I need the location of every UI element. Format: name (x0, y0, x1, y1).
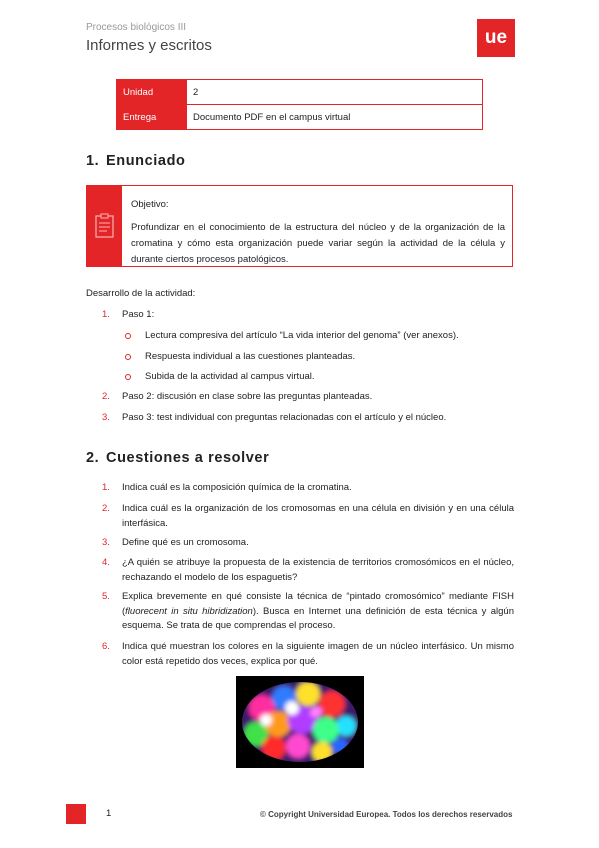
question-item (102, 556, 514, 585)
section-heading-enunciado (86, 153, 186, 169)
question-text: Indica qué muestran los colores en la siguiente imagen de un núcleo interfásico. Un mismo color está repetido dos veces, explica por qué. (122, 641, 514, 667)
footer-square (66, 804, 86, 824)
question-number: 2. (102, 503, 110, 514)
info-value-unidad: 2 (187, 80, 483, 105)
question-text: Define qué es un cromosoma. (122, 537, 249, 548)
section-number: 1. (86, 153, 100, 169)
table-row (117, 105, 483, 130)
list-item (102, 412, 446, 423)
question-item (102, 502, 514, 531)
q5-em: fluorecent in situ hibridization (125, 605, 253, 617)
question-number: 3. (102, 537, 110, 548)
activity-intro: Desarrollo de la actividad: (86, 288, 196, 299)
list-number: 2. (102, 391, 110, 402)
question-number: 5. (102, 591, 110, 602)
info-table (116, 79, 483, 130)
steps-list (102, 309, 154, 320)
section-number: 2. (86, 450, 100, 466)
table-row (117, 80, 483, 105)
bullet-icon (125, 333, 131, 339)
step1-sublist (125, 330, 459, 382)
section-title: Enunciado (106, 153, 186, 169)
header-title: Informes y escritos (86, 37, 212, 54)
question-item (102, 481, 514, 496)
list-text: Lectura compresiva del artículo “La vida interior del genoma” (ver anexos). (145, 330, 459, 341)
q5-pre: Explica brevemente en qué consiste la técnica de “pintado cromosómico” mediante FISH ( (122, 591, 514, 617)
ue-logo: ue (477, 19, 515, 57)
list-item (125, 371, 459, 382)
list-item (125, 351, 459, 362)
bullet-icon (125, 374, 131, 380)
section-heading-cuestiones (86, 450, 269, 466)
question-item (102, 590, 514, 634)
section-title: Cuestiones a resolver (106, 450, 270, 466)
list-text: Paso 1: (122, 309, 155, 320)
question-number: 1. (102, 482, 110, 493)
footer-copyright: © Copyright Universidad Europea. Todos los derechos reservados (260, 810, 513, 819)
list-item (125, 330, 459, 341)
q5-post: ). Busca en Internet una definición de esta técnica y algún esquema. Se trata de que comprendas el proceso. (122, 605, 514, 631)
list-text: Respuesta individual a las cuestiones planteadas. (145, 350, 356, 362)
question-number: 4. (102, 557, 110, 568)
objective-label: Objetivo: (131, 199, 169, 210)
question-text: Indica cuál es la organización de los cromosomas en una célula en división y en una célula interfásica. (122, 503, 514, 529)
objective-text: Profundizar en el conocimiento de la estructura del núcleo y de la organización de la cromatina y cómo esta organización puede variar según la actividad de la célula y durante ciertos procesos patológicos. (131, 222, 505, 265)
question-text: Indica cuál es la composición química de la cromatina. (122, 482, 352, 493)
list-number: 1. (102, 309, 110, 320)
info-key-entrega: Entrega (117, 105, 187, 130)
list-number: 3. (102, 411, 110, 423)
list-text: Subida de la actividad al campus virtual. (145, 371, 315, 382)
objective-box (86, 185, 513, 267)
interphase-nucleus-image (236, 676, 364, 768)
list-item (102, 309, 154, 320)
question-item (102, 536, 514, 551)
steps-list-cont (102, 391, 446, 423)
header-course: Procesos biológicos III (86, 22, 187, 33)
objective-bar (87, 186, 122, 266)
bullet-icon (125, 354, 131, 360)
list-text: Paso 2: discusión en clase sobre las preguntas planteadas. (122, 391, 373, 402)
clipboard-icon (95, 213, 114, 238)
info-key-unidad: Unidad (117, 80, 187, 105)
list-item (102, 391, 446, 402)
page-number: 1 (106, 808, 112, 819)
list-text: Paso 3: test individual con preguntas relacionadas con el artículo y el núcleo. (122, 411, 447, 423)
question-text (122, 590, 514, 634)
question-text: ¿A quién se atribuye la propuesta de la existencia de territorios cromosómicos en el núcleo, rechazando el modelo de los espaguetis? (122, 557, 514, 583)
question-item (102, 640, 514, 669)
info-value-entrega: Documento PDF en el campus virtual (187, 105, 483, 130)
question-number: 6. (102, 641, 110, 652)
